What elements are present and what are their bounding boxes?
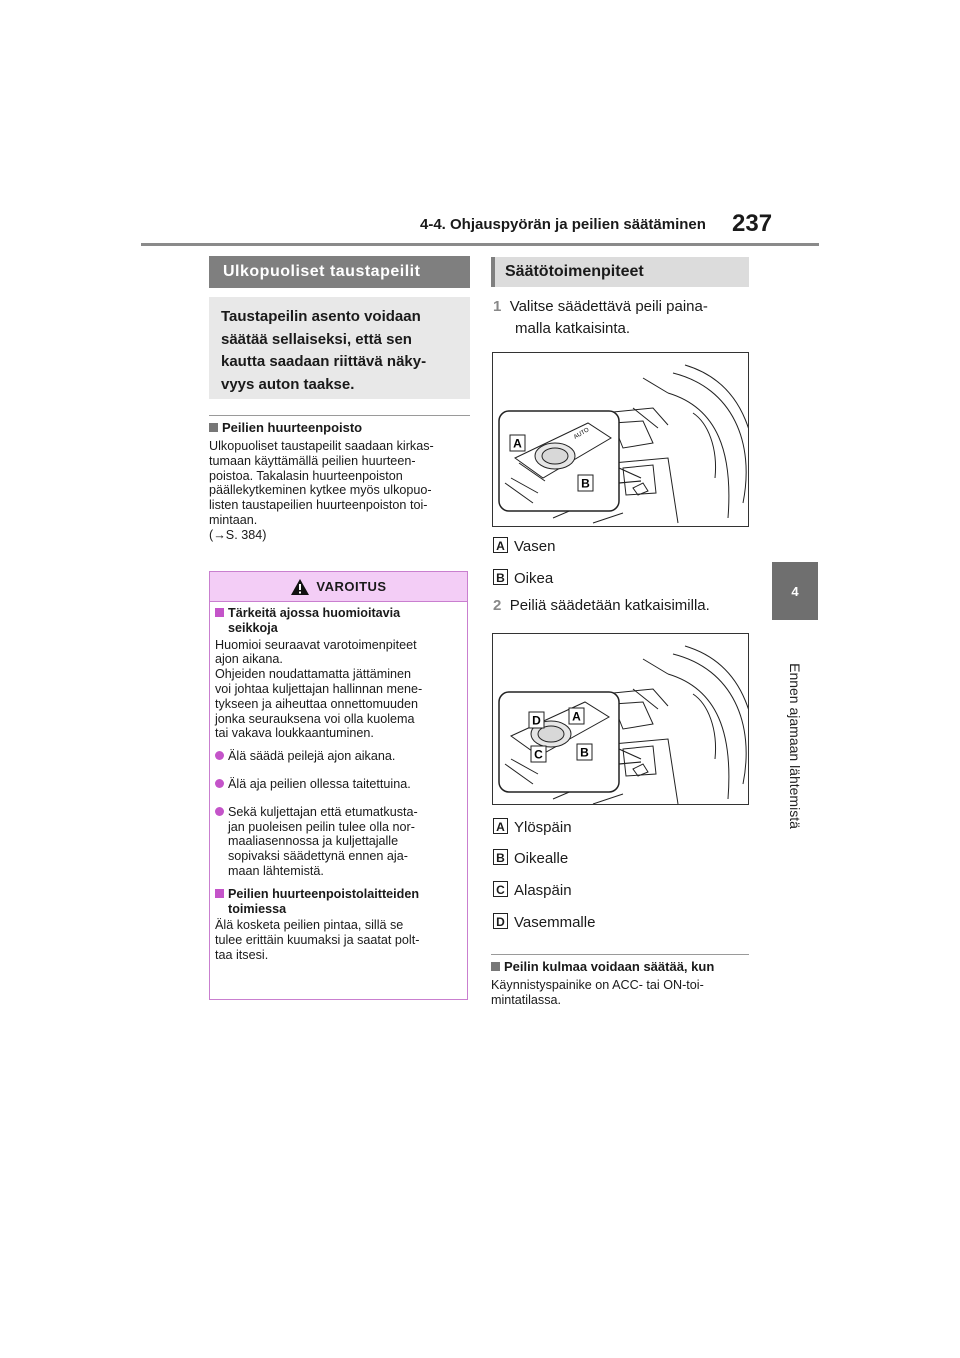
- callout-d: D: [532, 713, 541, 728]
- subsection-title-defogger: Peilien huurteenpoisto: [209, 420, 362, 435]
- warning-subheading: Peilien huurteenpoistolaitteiden toimiessa: [215, 887, 465, 917]
- divider: [491, 954, 749, 955]
- warning-bullet: Sekä kuljettajan että etumatkusta- jan puoleisen peilin tulee olla nor- maaliasennossa ja kuljettajalle sopivaksi säädettynä ennen aja- maan lähtemistä.: [215, 805, 465, 879]
- square-bullet-icon: [209, 423, 218, 432]
- header-rule: [141, 243, 819, 246]
- callout-c: C: [534, 747, 543, 762]
- illustration-mirror-switch-adjust: [492, 633, 749, 805]
- legend-key: C: [493, 881, 508, 897]
- legend-item: C Alaspäin: [493, 881, 572, 899]
- chapter-tab: 4: [772, 562, 818, 620]
- warning-header: [210, 572, 467, 602]
- conditions-paragraph: Käynnistyspainike on ACC- tai ON-toi- mintatilassa.: [491, 978, 704, 1007]
- running-header: 4-4. Ohjauspyörän ja peilien säätäminen: [420, 216, 706, 233]
- legend-item: A Vasen: [493, 537, 555, 555]
- legend-item: D Vasemmalle: [493, 913, 595, 931]
- section-heading-mirrors: Ulkopuoliset taustapeilit: [209, 256, 470, 288]
- summary-line: vyys auton taakse.: [221, 375, 355, 393]
- callout-a: A: [513, 436, 522, 451]
- step-1: 1 Valitse säädettävä peili paina- malla katkaisinta.: [493, 298, 708, 337]
- step-2: 2 Peiliä säädetään katkaisimilla.: [493, 597, 710, 614]
- illustration-mirror-switch-select: [492, 352, 749, 527]
- warning-paragraph: Älä kosketa peilien pintaa, sillä se tulee erittäin kuumaksi ja saatat polt- taa itsesi.: [215, 918, 420, 962]
- legend-key: D: [493, 913, 508, 929]
- warning-subheading: Tärkeitä ajossa huomioitavia seikkoja: [215, 606, 465, 636]
- switch-illustration: [493, 353, 749, 527]
- square-bullet-icon: [215, 608, 224, 617]
- switch-auto-label: AUTO: [573, 427, 591, 441]
- round-bullet-icon: [215, 779, 224, 788]
- round-bullet-icon: [215, 751, 224, 760]
- callout-a: A: [572, 709, 581, 724]
- warning-triangle-icon: [290, 578, 310, 596]
- legend-item: B Oikea: [493, 569, 553, 587]
- summary-box: [209, 297, 470, 399]
- page-number: 237: [732, 210, 773, 237]
- section-heading-adjustment: Säätötoimenpiteet: [491, 257, 749, 287]
- warning-bullet: Älä säädä peilejä ajon aikana.: [215, 749, 465, 764]
- right-arrow-icon: →: [213, 527, 226, 542]
- step-number: 2: [493, 597, 502, 614]
- square-bullet-icon: [491, 962, 500, 971]
- subsection-title-conditions: Peilin kulmaa voidaan säätää, kun: [491, 959, 714, 974]
- legend-item: A Ylöspäin: [493, 818, 572, 836]
- warning-label: VAROITUS: [316, 579, 387, 594]
- round-bullet-icon: [215, 807, 224, 816]
- callout-b: B: [580, 745, 589, 760]
- step-number: 1: [493, 298, 502, 315]
- legend-key: B: [493, 569, 508, 585]
- warning-bullet: Älä aja peilien ollessa taitettuina.: [215, 777, 465, 792]
- chapter-title: Ennen ajamaan lähtemistä: [787, 663, 803, 829]
- summary-line: säätää sellaiseksi, että sen: [221, 330, 412, 348]
- legend-key: A: [493, 818, 508, 834]
- summary-line: Taustapeilin asento voidaan: [221, 308, 421, 325]
- legend-key: A: [493, 537, 508, 553]
- legend-key: B: [493, 849, 508, 865]
- divider: [209, 415, 470, 416]
- callout-b: B: [581, 476, 590, 491]
- legend-item: B Oikealle: [493, 849, 568, 867]
- summary-line: kautta saadaan riittävä näky-: [221, 353, 427, 370]
- square-bullet-icon: [215, 889, 224, 898]
- warning-paragraph: Huomioi seuraavat varotoimenpiteet ajon aikana. Ohjeiden noudattamatta jättäminen voi johtaa kuljettajan hallinnan mene- tykseen ja aiheuttaa onnettomuuden jonka seurauksena voi olla kuolema tai vakava loukkaantuminen.: [215, 637, 423, 741]
- switch-illustration: [493, 634, 749, 805]
- page-reference: (→S. 384): [209, 527, 267, 542]
- chapter-title-vertical: [768, 636, 822, 856]
- warning-box: [209, 571, 468, 1000]
- defogger-paragraph: Ulkopuoliset taustapeilit saadaan kirkas- tumaan käyttämällä peilien huurteen- poistoa. Takalasin huurteenpoiston päällekytkeminen kytkee myös ulkopuo- listen taustapeilien huurteenpoiston toi- mintaan. (→S. 384): [209, 439, 471, 543]
